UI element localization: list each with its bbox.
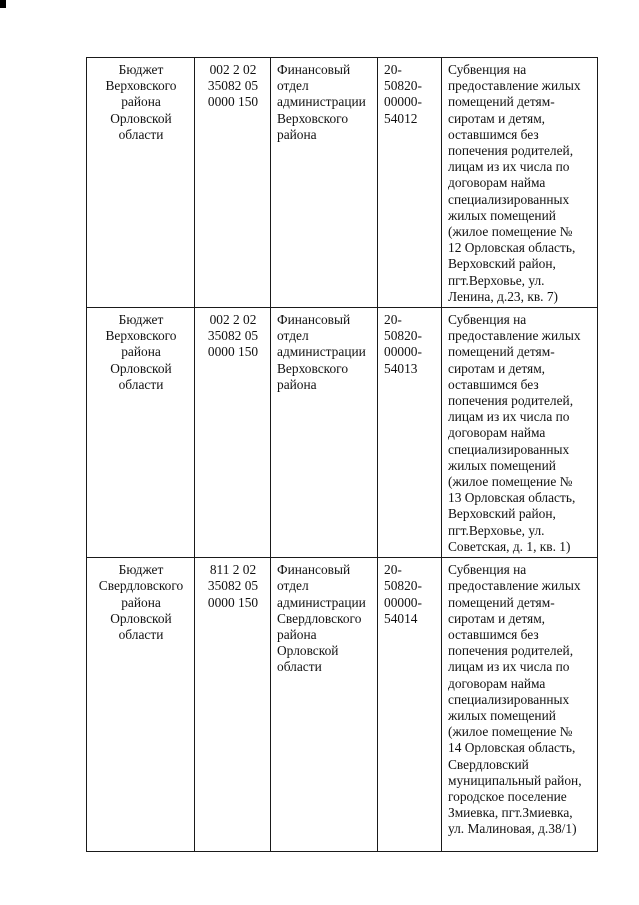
administrator-cell: Финансовый отдел администрации Верховского района [271,308,378,558]
purpose-cell: Субвенция на предоставление жилых помещений детям- сиротам и детям, оставшимся без попечения родителей, лицам из их числа по договорам найма специализированных жилых помещений (жилое помещение № 12 Орловская область, Верховский район, пгт.Верховье, ул. Ленина, д.23, кв. 7) [442,58,598,308]
administrator-cell: Финансовый отдел администрации Верховского района [271,58,378,308]
purpose-cell: Субвенция на предоставление жилых помещений детям- сиротам и детям, оставшимся без попечения родителей, лицам из их числа по договорам найма специализированных жилых помещений (жилое помещение № 13 Орловская область, Верховский район, пгт.Верховье, ул. Советская, д. 1, кв. 1) [442,308,598,558]
budget-cell: Бюджет Свердловского района Орловской области [87,558,195,852]
revenue-code-cell: 002 2 02 35082 05 0000 150 [195,308,271,558]
revenue-code-cell: 002 2 02 35082 05 0000 150 [195,58,271,308]
table-row [87,58,598,308]
scan-corner-mark [0,0,6,8]
table-row [87,308,598,558]
table-row [87,558,598,852]
budget-cell: Бюджет Верховского района Орловской области [87,58,195,308]
revenue-code-cell: 811 2 02 35082 05 0000 150 [195,558,271,852]
target-code-cell: 20- 50820- 00000- 54013 [378,308,442,558]
budget-cell: Бюджет Верховского района Орловской области [87,308,195,558]
subvention-table [86,57,598,852]
administrator-cell: Финансовый отдел администрации Свердловского района Орловской области [271,558,378,852]
target-code-cell: 20- 50820- 00000- 54014 [378,558,442,852]
purpose-cell: Субвенция на предоставление жилых помещений детям- сиротам и детям, оставшимся без попечения родителей, лицам из их числа по договорам найма специализированных жилых помещений (жилое помещение № 14 Орловская область, Свердловский муниципальный район, городское поселение Змиевка, пгт.Змиевка, ул. Малиновая, д.38/1) [442,558,598,852]
target-code-cell: 20- 50820- 00000- 54012 [378,58,442,308]
